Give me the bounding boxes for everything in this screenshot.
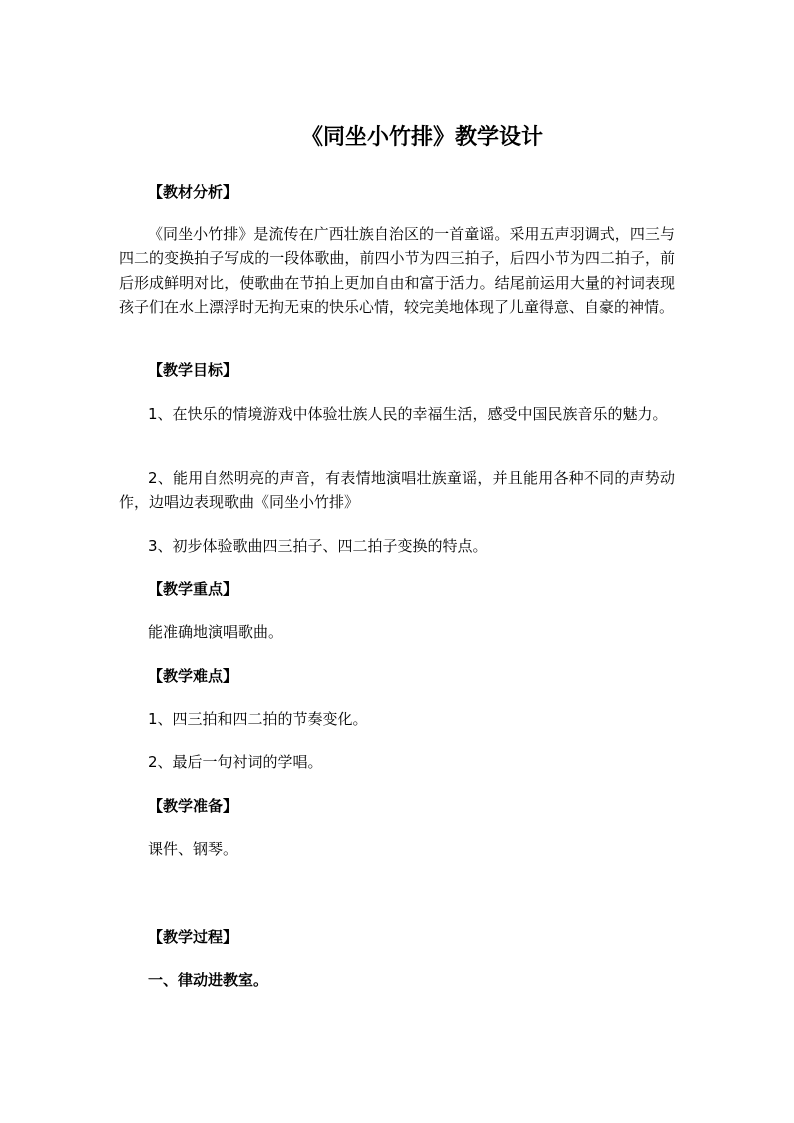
section-heading-preparation: 【教学准备】 (148, 797, 239, 815)
section-heading-analysis: 【教材分析】 (148, 183, 239, 201)
goal-item-1: 1、在快乐的情境游戏中体验壮族人民的幸福生活，感受中国民族音乐的魅力。 (148, 405, 668, 423)
preparation-text: 课件、钢琴。 (148, 840, 239, 858)
analysis-paragraph: 《同坐小竹排》是流传在广西壮族自治区的一首童谣。采用五声羽调式，四三与四二的变换拍子写成的一段体歌曲，前四小节为四三拍子，后四小节为四二拍子，前后形成鲜明对比，使歌曲在节拍上更加自由和富于活力。结尾前运用大量的衬词表现孩子们在水上漂浮时无拘无束的快乐心情，较完美地体现了儿童得意、自豪的神情。 (119, 225, 675, 316)
key-points-text: 能准确地演唱歌曲。 (148, 623, 284, 641)
difficulty-item-1: 1、四三拍和四二拍的节奏变化。 (148, 710, 368, 728)
section-heading-difficulties: 【教学难点】 (148, 667, 239, 685)
difficulty-item-2: 2、最后一句衬词的学唱。 (148, 753, 323, 771)
goal-item-2: 2、能用自然明亮的声音，有表情地演唱壮族童谣，并且能用各种不同的声势动作，边唱边表现歌曲《同坐小竹排》 (119, 469, 675, 512)
section-heading-key-points: 【教学重点】 (148, 580, 239, 598)
document-title: 《同坐小竹排》教学设计 (300, 125, 543, 150)
section-heading-process: 【教学过程】 (148, 928, 239, 946)
section-heading-goals: 【教学目标】 (148, 361, 239, 379)
process-step-1: 一、律动进教室。 (148, 971, 269, 989)
goal-item-3: 3、初步体验歌曲四三拍子、四二拍子变换的特点。 (148, 537, 488, 555)
